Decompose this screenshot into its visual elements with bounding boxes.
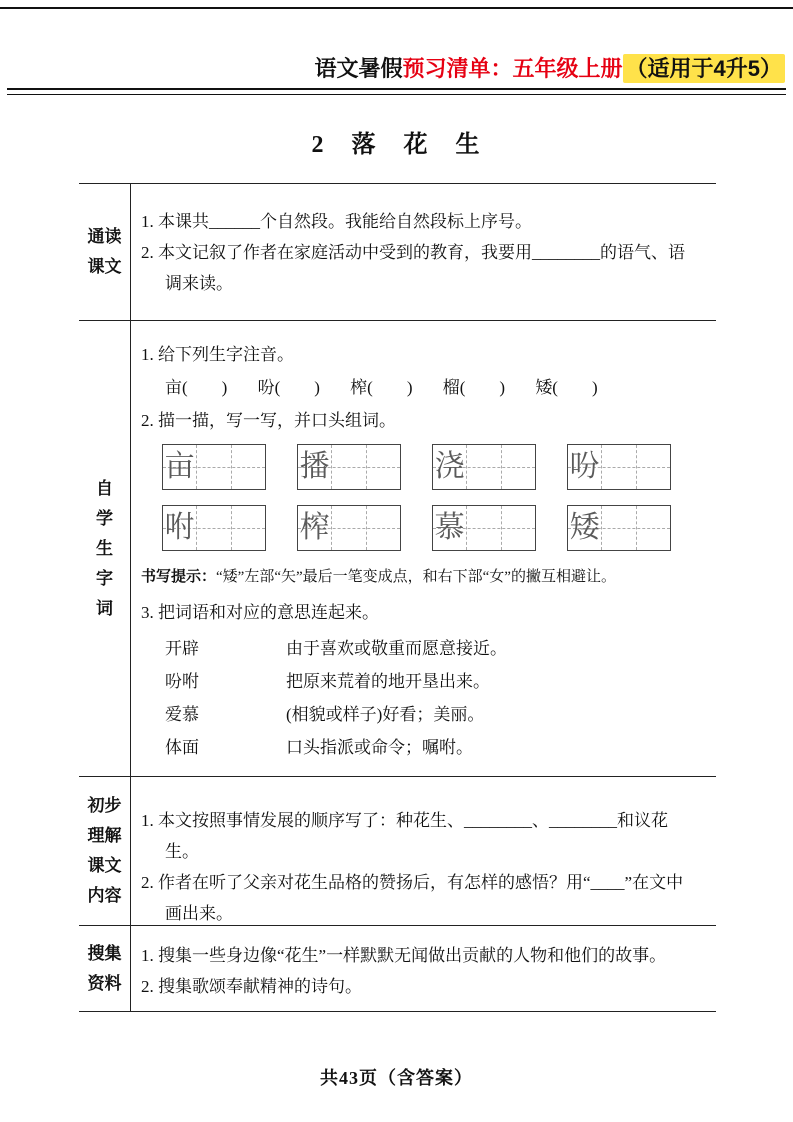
lesson-title: 2 落 花 生 (311, 132, 482, 158)
header-series-title: 语文暑假 (314, 56, 403, 81)
task-item: 1. 本课共______个自然段。我能给自然段标上序号。 (141, 212, 532, 231)
practice-cell-blank (197, 445, 231, 489)
practice-cell-model (298, 445, 332, 489)
pinyin-exercise-line (141, 372, 698, 403)
practice-box (432, 444, 536, 490)
section-content-initial-understanding (131, 777, 716, 925)
practice-cell-blank (502, 445, 535, 489)
header-grade-badge: （适用于4升5） (623, 54, 785, 83)
practice-cell-model (163, 445, 197, 489)
section-label-initial-understanding (79, 777, 131, 925)
matching-exercise (165, 632, 698, 764)
practice-cell-blank (467, 506, 501, 550)
label-line: 自 (96, 478, 113, 498)
writing-tip-text: “矮”左部“矢”最后一笔变成点，和右下部“女”的撇互相避让。 (216, 569, 616, 585)
practice-cell-blank (637, 445, 670, 489)
match-meaning: 把原来荒着的地开垦出来。 (286, 672, 490, 691)
task-item: 2. 描一描，写一写，并口头组词。 (141, 411, 396, 430)
practice-cell-blank (232, 506, 265, 550)
task-item: 2. 本文记叙了作者在家庭活动中受到的教育，我要用________的语气、语调来读。 (141, 243, 685, 293)
task-item: 1. 搜集一些身边像“花生”一样默默无闻做出贡献的人物和他们的故事。 (141, 946, 667, 965)
page-header (314, 54, 785, 84)
practice-cell-blank (197, 506, 231, 550)
label-line: 生 (96, 538, 113, 558)
match-row (165, 731, 698, 764)
practice-cell-blank (502, 506, 535, 550)
model-character: 榨 (299, 511, 330, 544)
worksheet-table (79, 183, 716, 1012)
practice-box (297, 444, 401, 490)
match-row (165, 632, 698, 665)
label-line: 通读 (87, 227, 122, 246)
label-line: 课文 (87, 257, 122, 276)
practice-cell-model (433, 506, 467, 550)
label-line: 搜集 (87, 943, 122, 963)
task-item: 1. 给下列生字注音。 (141, 345, 294, 364)
header-subject-title: 预习清单：五年级上册 (402, 56, 623, 81)
model-character: 亩 (164, 450, 195, 483)
section-read-through (79, 184, 716, 321)
label-line: 学 (96, 508, 113, 528)
practice-box (432, 505, 536, 551)
writing-tip-label: 书写提示： (141, 569, 217, 585)
practice-cell-blank (467, 445, 501, 489)
section-self-study-characters (79, 321, 716, 777)
task-item: 1. 本文按照事情发展的顺序写了：种花生、________、________和议花生。 (141, 811, 668, 861)
header-divider-thick (7, 88, 786, 90)
model-character: 吩 (569, 450, 600, 483)
match-meaning: (相貌或样子)好看；美丽。 (286, 705, 485, 724)
practice-cell-model (298, 506, 332, 550)
label-line: 字 (96, 568, 113, 588)
pinyin-item: 榨( ) (350, 378, 413, 397)
section-initial-understanding (79, 777, 716, 926)
label-line: 初步 (87, 796, 122, 815)
model-character: 播 (299, 450, 330, 483)
task-item: 3. 把词语和对应的意思连起来。 (141, 603, 379, 622)
practice-cell-blank (602, 445, 636, 489)
match-meaning: 口头指派或命令；嘱咐。 (286, 738, 473, 757)
practice-box (567, 505, 671, 551)
practice-box (297, 505, 401, 551)
practice-cell-blank (232, 445, 265, 489)
section-content-collect-materials (131, 926, 716, 1011)
practice-cell-blank (332, 506, 366, 550)
practice-box-row-1 (162, 444, 698, 490)
pinyin-item: 榴( ) (442, 378, 506, 397)
label-line: 内容 (87, 886, 122, 905)
practice-box-row-2 (162, 505, 698, 551)
model-character: 咐 (164, 511, 195, 544)
practice-box (567, 444, 671, 490)
page-footer: 共43页（含答案） (320, 1068, 473, 1088)
pinyin-item: 矮( ) (535, 378, 598, 397)
label-line: 理解 (87, 826, 122, 845)
page-top-rule (0, 7, 793, 9)
practice-cell-blank (602, 506, 636, 550)
model-character: 慕 (434, 511, 465, 544)
match-meaning: 由于喜欢或敬重而愿意接近。 (286, 639, 507, 658)
section-label-collect-materials (79, 926, 131, 1011)
practice-cell-blank (637, 506, 670, 550)
practice-cell-model (433, 445, 467, 489)
section-content-read-through (131, 184, 716, 320)
section-label-read-through (79, 184, 131, 320)
section-label-self-study (79, 321, 131, 776)
pinyin-item: 吩( ) (257, 378, 320, 397)
model-character: 浇 (434, 450, 465, 483)
task-item: 2. 作者在听了父亲对花生品格的赞扬后，有怎样的感悟？用“____”在文中画出来。 (141, 873, 684, 923)
label-line: 课文 (87, 856, 122, 875)
label-line: 词 (96, 598, 113, 618)
section-content-self-study (131, 321, 716, 776)
model-character: 矮 (569, 511, 600, 544)
practice-cell-model (568, 445, 602, 489)
header-divider-thin (7, 94, 786, 95)
pinyin-item: 亩( ) (165, 378, 228, 397)
match-row (165, 665, 698, 698)
section-collect-materials (79, 926, 716, 1012)
practice-cell-blank (367, 506, 400, 550)
match-word: 开辟 (165, 639, 199, 658)
practice-cell-blank (367, 445, 400, 489)
practice-box (162, 444, 266, 490)
practice-cell-model (163, 506, 197, 550)
match-word: 吩咐 (165, 672, 199, 691)
match-row (165, 698, 698, 731)
writing-tip (141, 565, 698, 589)
match-word: 爱慕 (165, 705, 199, 724)
label-line: 资料 (87, 973, 122, 993)
practice-box (162, 505, 266, 551)
match-word: 体面 (165, 738, 199, 757)
practice-cell-model (568, 506, 602, 550)
task-item: 2. 搜集歌颂奉献精神的诗句。 (141, 977, 362, 996)
practice-cell-blank (332, 445, 366, 489)
